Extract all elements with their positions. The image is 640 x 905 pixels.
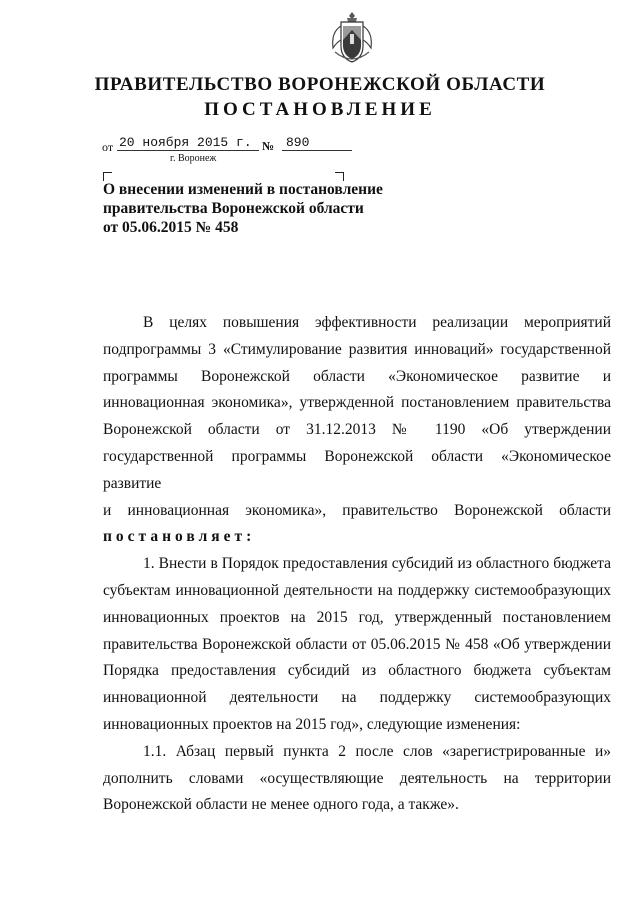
body-line: правительства Воронежской области от 05.06.2015 № 458 «Об утверждении	[103, 635, 611, 653]
number-label: №	[262, 139, 275, 153]
body-line: и инновационная экономика», правительство Воронежской области	[103, 501, 611, 519]
body-line: инновационная экономика», утвержденной постановлением правительства	[103, 394, 611, 412]
decree-subject	[103, 180, 403, 237]
body-line: подпрограммы 3 «Стимулирование развития инноваций» государственной	[103, 340, 611, 358]
body-line: государственной программы Воронежской области «Экономическое развитие	[103, 447, 611, 492]
body-line: В целях повышения эффективности реализации мероприятий	[143, 314, 611, 331]
body-line-resolves	[103, 524, 611, 551]
body-line: субъектам инновационной деятельности на поддержку системообразующих	[103, 581, 611, 599]
resolves-word: постановляет:	[103, 528, 256, 546]
decree-number: 890	[282, 135, 352, 151]
body-line: инновационных проектов на 2015 год», следующие изменения:	[103, 715, 521, 733]
government-title: ПРАВИТЕЛЬСТВО ВОРОНЕЖСКОЙ ОБЛАСТИ	[94, 74, 546, 95]
body-line: инновационных проектов на 2015 год, утвержденный постановлением	[103, 608, 611, 626]
coat-of-arms-icon	[327, 8, 377, 66]
body-line: 1. Внести в Порядок предоставления субсидий из областного бюджета	[143, 555, 611, 573]
body-line: Воронежской области не менее одного года, а также».	[103, 796, 459, 814]
subject-line: от 05.06.2015 № 458	[103, 219, 239, 236]
document-type: ПОСТАНОВЛЕНИЕ	[204, 99, 436, 120]
body-line: Воронежской области от 31.12.2013 № 1190 «Об утверждении	[103, 421, 611, 439]
body-line: 1.1. Абзац первый пункта 2 после слов «зарегистрированные и»	[143, 742, 611, 760]
subject-line: О внесении изменений в постановление	[103, 181, 383, 198]
date-prefix: от	[102, 140, 114, 154]
decree-date: 20 ноября 2015 г.	[117, 135, 259, 151]
body-line: инновационной деятельности на поддержку системообразующих	[103, 689, 611, 707]
body-line: Порядка предоставления субсидий из областного бюджета субъектам	[103, 662, 611, 680]
city: г. Воронеж	[170, 153, 217, 164]
decree-body	[103, 310, 611, 819]
body-line: дополнить словами «осуществляющие деятельность на территории	[103, 769, 611, 787]
subject-line: правительства Воронежской области	[103, 200, 364, 217]
decree-meta	[102, 135, 402, 157]
body-line: программы Воронежской области «Экономическое развитие и	[103, 367, 611, 385]
